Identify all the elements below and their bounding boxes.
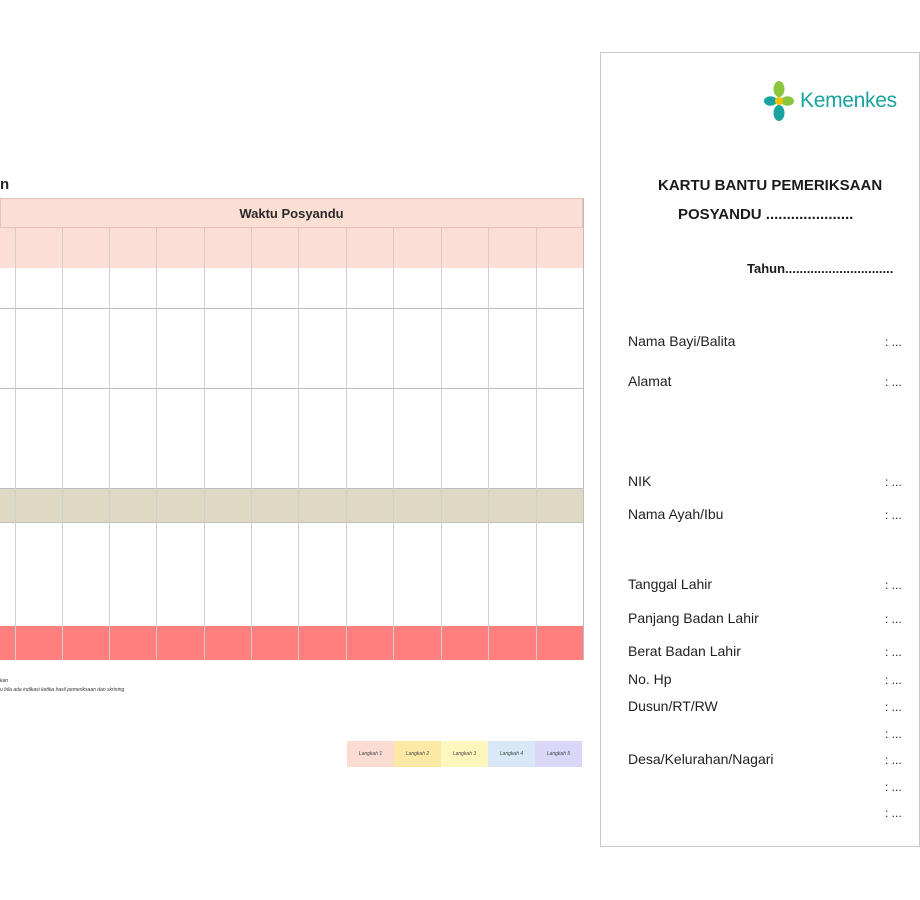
- grid-band-red: [0, 626, 583, 660]
- grid-row-divider: [0, 522, 583, 523]
- note-line-2: u bila ada indikasi ketika hasil pemeriksaan dan skrining: [0, 687, 125, 693]
- field-value-nama-ayah-ibu: : ...: [885, 508, 902, 522]
- field-value-panjang-badan-lahir: : ...: [885, 612, 902, 626]
- posyandu-name-line: POSYANDU .....................: [678, 206, 854, 223]
- grid-column-divider: [346, 228, 347, 660]
- grid-column-divider: [441, 228, 442, 660]
- posyandu-schedule-grid: [0, 198, 584, 660]
- field-value-alamat: : ...: [885, 375, 902, 389]
- grid-header-waktu-posyandu: Waktu Posyandu: [0, 198, 583, 228]
- field-value-berat-badan-lahir: : ...: [885, 645, 902, 659]
- field-value-nama-bayi: : ...: [885, 335, 902, 349]
- field-value-desa-continued-2: : ...: [885, 806, 902, 820]
- card-title: KARTU BANTU PEMERIKSAAN: [658, 177, 883, 194]
- grid-column-divider: [204, 228, 205, 660]
- field-value-dusun-rt-rw: : ...: [885, 700, 902, 714]
- legend-step-1: Langkah 1: [347, 741, 394, 767]
- kemenkes-logo: [764, 80, 897, 122]
- field-label-nik: NIK: [628, 473, 652, 489]
- grid-row-divider: [0, 308, 583, 309]
- legend-step-2: Langkah 2: [394, 741, 441, 767]
- field-label-panjang-badan-lahir: Panjang Badan Lahir: [628, 610, 759, 626]
- kemenkes-logo-icon: [764, 80, 794, 122]
- grid-column-divider: [536, 228, 537, 660]
- grid-column-divider: [393, 228, 394, 660]
- grid-subheader-band: [0, 228, 583, 268]
- grid-notes: [0, 677, 200, 695]
- field-value-tanggal-lahir: : ...: [885, 578, 902, 592]
- grid-column-divider: [156, 228, 157, 660]
- grid-row-divider: [0, 388, 583, 389]
- grid-column-divider: [109, 228, 110, 660]
- kartu-bantu-card: [600, 52, 920, 847]
- note-line-1: kan: [0, 678, 9, 684]
- grid-right-border: [583, 198, 584, 660]
- field-label-alamat: Alamat: [628, 373, 672, 389]
- field-label-tanggal-lahir: Tanggal Lahir: [628, 576, 713, 592]
- sheet-title-fragment: n: [0, 176, 10, 193]
- legend-step-3: Langkah 3: [441, 741, 488, 767]
- step-legend: [347, 741, 582, 767]
- field-value-no-hp: : ...: [885, 673, 902, 687]
- grid-column-divider: [251, 228, 252, 660]
- field-value-dusun-continued: : ...: [885, 727, 902, 741]
- field-label-berat-badan-lahir: Berat Badan Lahir: [628, 643, 741, 659]
- grid-column-divider: [15, 228, 16, 660]
- legend-step-5: Langkah 5: [535, 741, 582, 767]
- field-label-desa-kelurahan-nagari: Desa/Kelurahan/Nagari: [628, 751, 774, 767]
- grid-column-divider: [488, 228, 489, 660]
- year-line: Tahun..............................: [747, 261, 894, 276]
- grid-row-divider: [0, 488, 583, 489]
- field-label-nama-bayi: Nama Bayi/Balita: [628, 333, 736, 349]
- field-label-nama-ayah-ibu: Nama Ayah/Ibu: [628, 506, 724, 522]
- field-value-desa-kelurahan-nagari: : ...: [885, 753, 902, 767]
- field-value-desa-continued-1: : ...: [885, 780, 902, 794]
- grid-column-divider: [62, 228, 63, 660]
- kemenkes-logo-text: Kemenkes: [800, 89, 897, 112]
- legend-step-4: Langkah 4: [488, 741, 535, 767]
- field-value-nik: : ...: [885, 475, 902, 489]
- field-label-no-hp: No. Hp: [628, 671, 672, 687]
- grid-band-khaki: [0, 488, 583, 522]
- field-label-dusun-rt-rw: Dusun/RT/RW: [628, 698, 718, 714]
- grid-column-divider: [298, 228, 299, 660]
